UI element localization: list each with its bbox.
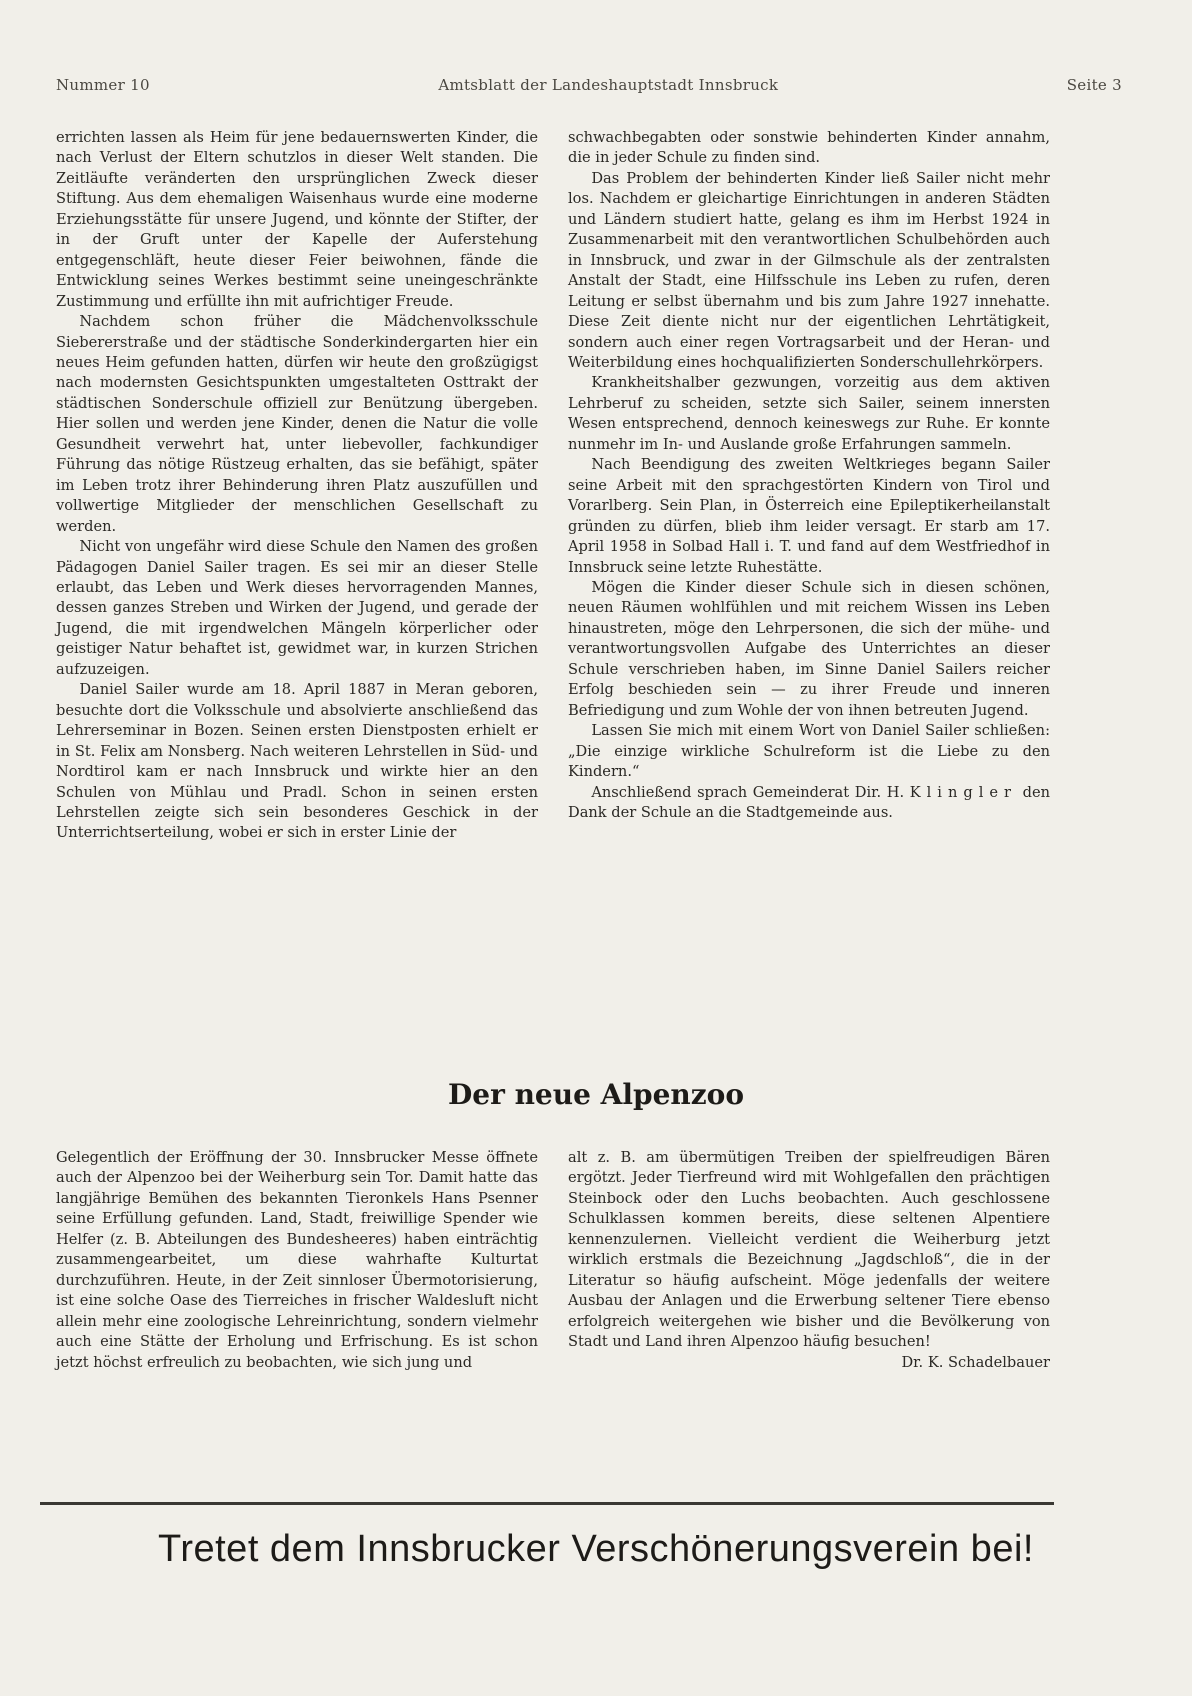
advertisement-slogan: Tretet dem Innsbrucker Verschönerungsverein bei! xyxy=(158,1528,1034,1570)
paragraph: errichten lassen als Heim für jene bedauernswerten Kinder, die nach Verlust der Eltern schutzlos in dieser Welt standen. Die Zeitläufte veränderten den ursprünglichen Zweck dieser Stiftung. Aus dem ehemaligen Waisenhaus wurde eine moderne Erziehungsstätte für unsere Jugend, und könnte der Stifter, der in der Gruft unter der Kapelle der Auferstehung entgegenschläft, heute dieser Feier beiwohnen, fände die Entwicklung seines Werkes bestimmt seine uneingeschränkte Zustimmung und erfüllte ihn mit aufrichtiger Freude. xyxy=(56,129,538,310)
closing-paragraph xyxy=(568,783,1050,824)
article-column-left xyxy=(56,128,538,844)
paragraph: Gelegentlich der Eröffnung der 30. Innsbrucker Messe öffnete auch der Alpenzoo bei der Weiherburg sein Tor. Damit hatte das langjährige Bemühen des bekannten Tieronkels Hans Psenner seine Erfüllung gefunden. Land, Stadt, freiwillige Spender wie Helfer (z. B. Abteilungen des Bundesheeres) haben einträchtig zusammengearbeitet, um diese wahrhafte Kulturtat durchzuführen. Heute, in der Zeit sinnloser Übermotorisierung, ist eine solche Oase des Tierreiches in frischer Waldesluft nicht allein mehr eine zoologische Lehreinrichtung, sondern vielmehr auch eine Stätte der Erholung und Erfrischung. Es ist schon jetzt höchst erfreulich zu beobachten, wie sich jung und xyxy=(56,1149,538,1371)
speaker-name: Klingler xyxy=(909,783,1017,801)
paragraph: Daniel Sailer wurde am 18. April 1887 in Meran geboren, besuchte dort die Volksschule und absolvierte anschließend das Lehrerseminar in Bozen. Seinen ersten Dienstposten erhielt er in St. Felix am Nonsberg. Nach weiteren Lehrstellen in Süd- und Nordtirol kam er nach Innsbruck und wirkte hier an den Schulen von Mühlau und Pradl. Schon in seinen ersten Lehrstellen zeigte sich sein besonderes Geschick in der Unterrichtserteilung, wobei er sich in erster Linie der xyxy=(56,681,538,842)
paragraph: Das Problem der behinderten Kinder ließ Sailer nicht mehr los. Nachdem er gleichartige Einrichtungen in anderen Städten und Ländern studiert hatte, gelang es ihm im Herbst 1924 in Zusammenarbeit mit den verantwortlichen Schulbehörden auch in Innsbruck, und zwar in der Gilmschule als der zentralsten Anstalt der Stadt, eine Hilfsschule ins Leben zu rufen, deren Leitung er selbst übernahm und bis zum Jahre 1927 innehatte. Diese Zeit diente nicht nur der eigentlichen Lehrtätigkeit, sondern auch einer regen Vortragsarbeit und der Heran- und Weiterbildung eines hochqualifizierten Sonderschullehrkörpers. xyxy=(568,169,1050,371)
author-signature: Dr. K. Schadelbauer xyxy=(901,1353,1050,1371)
paragraph: Lassen Sie mich mit einem Wort von Daniel Sailer schließen: „Die einzige wirkliche Schulreform ist die Liebe zu den Kindern.“ xyxy=(568,722,1050,781)
paragraph: Nachdem schon früher die Mädchenvolksschule Siebererstraße und der städtische Sonderkindergarten hier ein neues Heim gefunden hatten, dürfen wir heute den großzügigst nach modernsten Gesichtspunkten umgestalteten Osttrakt der städtischen Sonderschule offiziell zur Benützung übergeben. Hier sollen und werden jene Kinder, denen die Natur die volle Gesundheit verwehrt hat, unter liebevoller, fachkundiger Führung das nötige Rüstzeug erhalten, das sie befähigt, später im Leben trotz ihrer Behinderung ihren Platz auszufüllen und vollwertige Mitglieder der menschlichen Gesellschaft zu werden. xyxy=(56,313,538,535)
paragraph: alt z. B. am übermütigen Treiben der spielfreudigen Bären ergötzt. Jeder Tierfreund wird mit Wohlgefallen den prächtigen Steinbock oder den Luchs beobachten. Auch geschlossene Schulklassen kommen bereits, diese seltenen Alpentiere kennenzulernen. Vielleicht verdient die Weiherburg jetzt wirklich erstmals die Bezeichnung „Jagdschloß“, die in der Literatur so häufig aufscheint. Möge jedenfalls der weitere Ausbau der Anlagen und die Erwerbung seltener Tiere ebenso erfolgreich weitergehen wie bisher und die Bevölkerung von Stadt und Land ihren Alpenzoo häufig besuchen! xyxy=(568,1149,1050,1351)
paragraph: Krankheitshalber gezwungen, vorzeitig aus dem aktiven Lehrberuf zu scheiden, setzte sich Sailer, seinem innersten Wesen entsprechend, dennoch keineswegs zur Ruhe. Er konnte nunmehr im In- und Auslande große Erfahrungen sammeln. xyxy=(568,374,1050,453)
divider-rule xyxy=(40,1502,1054,1505)
running-header xyxy=(56,76,1122,94)
paragraph: schwachbegabten oder sonstwie behinderten Kinder annahm, die in jeder Schule zu finden sind. xyxy=(568,129,1050,167)
zoo-column-right xyxy=(568,1148,1050,1373)
signature-line xyxy=(568,1353,1050,1373)
publication-title: Amtsblatt der Landeshauptstadt Innsbruck xyxy=(438,76,779,94)
paragraph: Nicht von ungefähr wird diese Schule den Namen des großen Pädagogen Daniel Sailer tragen. Es sei mir an dieser Stelle erlaubt, das Leben und Werk dieses hervorragenden Mannes, dessen ganzes Streben und Wirken der Jugend, und gerade der Jugend, die mit irgendwelchen Mängeln körperlicher oder geistiger Natur behaftet ist, gewidmet war, in kurzen Strichen aufzuzeigen. xyxy=(56,538,538,678)
closing-text-before: Anschließend sprach Gemeinderat Dir. H. xyxy=(591,783,910,801)
zoo-column-left xyxy=(56,1148,538,1373)
issue-number: Nummer 10 xyxy=(56,76,150,94)
paragraph: Mögen die Kinder dieser Schule sich in diesen schönen, neuen Räumen wohlfühlen und mit reichem Wissen ins Leben hinaustreten, möge den Lehrpersonen, die sich der mühe- und verantwortungsvollen Aufgabe des Unterrichtes an dieser Schule verschrieben haben, im Sinne Daniel Sailers reicher Erfolg beschieden sein — zu ihrer Freude und inneren Befriedigung und zum Wohle der von ihnen betreuten Jugend. xyxy=(568,578,1050,719)
section-heading: Der neue Alpenzoo xyxy=(447,1078,745,1111)
paragraph: Nach Beendigung des zweiten Weltkrieges begann Sailer seine Arbeit mit den sprachgestörten Kindern von Tirol und Vorarlberg. Sein Plan, in Österreich eine Epileptikerheilanstalt gründen zu dürfen, blieb ihm leider versagt. Er starb am 17. April 1958 in Solbad Hall i. T. und fand auf dem Westfriedhof in Innsbruck seine letzte Ruhestätte. xyxy=(568,456,1050,576)
closing-text-after: den Dank der Schule an die Stadtgemeinde aus. xyxy=(568,783,1050,821)
article-column-right xyxy=(568,128,1050,823)
page-number: Seite 3 xyxy=(1066,76,1122,94)
